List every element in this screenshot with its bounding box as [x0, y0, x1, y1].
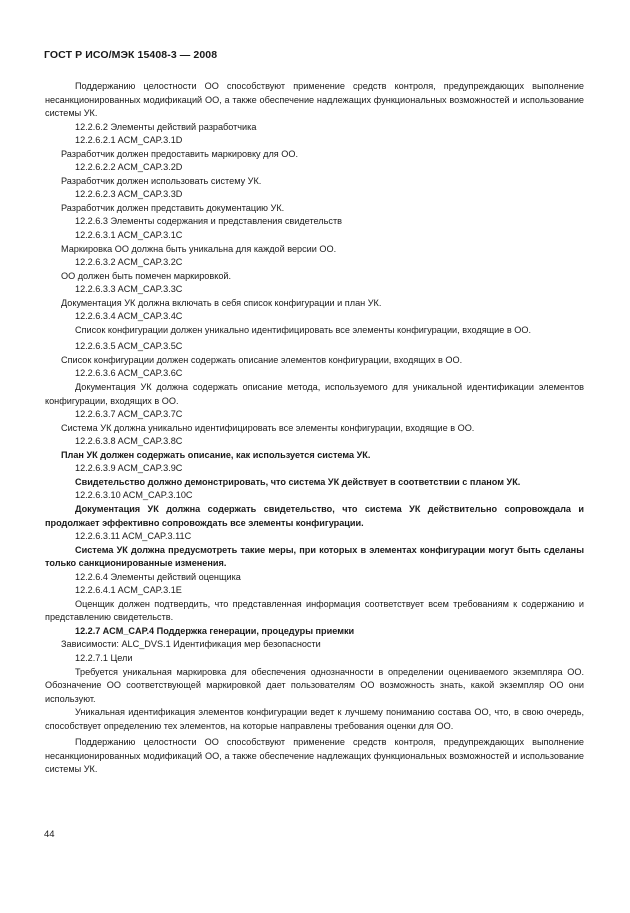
paragraph: 12.2.6.3 Элементы содержания и представления свидетельств: [75, 216, 342, 227]
paragraph: 12.2.6.2.1 ACM_CAP.3.1D: [75, 135, 183, 146]
paragraph: 12.2.6.3.2 ACM_CAP.3.2C: [75, 257, 183, 268]
paragraph: 12.2.7.1 Цели: [75, 652, 133, 663]
paragraph: План УК должен содержать описание, как используется система УК.: [61, 449, 371, 460]
paragraph: Поддержанию целостности ОО способствуют применение средств контроля, предупреждающих выполнение несанкционированных модификаций ОО, а также обеспечение надлежащих функциональных возможностей и использование системы УК.: [45, 737, 584, 775]
paragraph: Разработчик должен представить документацию УК.: [61, 202, 285, 213]
paragraph: 12.2.6.3.11 ACM_CAP.3.11C: [75, 531, 192, 542]
paragraph: 12.2.6.3.6 ACM_CAP.3.6C: [75, 368, 183, 379]
paragraph: Разработчик должен предоставить маркировку для ОО.: [61, 148, 298, 159]
paragraph: Зависимости: ALC_DVS.1 Идентификация мер безопасности: [61, 639, 321, 650]
paragraph: 12.2.6.3.5 ACM_CAP.3.5C: [75, 341, 183, 352]
paragraph: 12.2.6.2.3 ACM_CAP.3.3D: [75, 189, 183, 200]
page-number: 44: [44, 829, 55, 840]
paragraph: Список конфигурации должен содержать описание элементов конфигурации, входящих в ОО.: [61, 354, 463, 365]
paragraph: Свидетельство должно демонстрировать, что система УК действует в соответствии с планом УК.: [75, 476, 521, 487]
paragraph: Документация УК должна содержать описание метода, используемого для уникальной идентификации элементов конфигурации, входящих в ОО.: [45, 382, 584, 406]
paragraph: 12.2.6.3.9 ACM_CAP.3.9C: [75, 463, 183, 474]
paragraph: Требуется уникальная маркировка для обеспечения однозначности в определении оцениваемого экземпляра ОО. Обозначение ОО соответствующей маркировкой дает пользователям ОО возможность знать, какой экземпляр ОО они используют.: [45, 666, 584, 704]
paragraph: Поддержанию целостности ОО способствуют применение средств контроля, предупреждающих выполнение несанкционированных модификаций ОО, а также обеспечение надлежащих функциональных возможностей и использование системы УК.: [45, 81, 584, 119]
paragraph: Список конфигурации должен уникально идентифицировать все элементы конфигурации, входящие в ОО.: [75, 324, 532, 335]
paragraph: 12.2.6.3.8 ACM_CAP.3.8C: [75, 436, 183, 447]
paragraph: 12.2.6.3.4 ACM_CAP.3.4C: [75, 311, 183, 322]
paragraph: 12.2.6.3.10 ACM_CAP.3.10C: [75, 490, 193, 501]
paragraph: ОО должен быть помечен маркировкой.: [61, 270, 232, 281]
page-header-title: ГОСТ Р ИСО/МЭК 15408-3 — 2008: [44, 49, 218, 61]
paragraph: Разработчик должен использовать систему УК.: [61, 175, 262, 186]
paragraph: Документация УК должна включать в себя список конфигурации и план УК.: [61, 297, 382, 308]
paragraph: 12.2.6.2.2 ACM_CAP.3.2D: [75, 162, 183, 173]
paragraph: 12.2.6.4 Элементы действий оценщика: [75, 571, 241, 582]
paragraph: 12.2.6.4.1 ACM_CAP.3.1E: [75, 585, 182, 596]
paragraph: Уникальная идентификация элементов конфигурации ведет к лучшему пониманию состава ОО, что, в свою очередь, способствует определению тех элементов, на которые направлены требования оценки для ОО.: [45, 707, 584, 731]
paragraph: 12.2.6.2 Элементы действий разработчика: [75, 121, 257, 132]
paragraph: Система УК должна уникально идентифицировать все элементы конфигурации, входящие в ОО.: [61, 422, 475, 433]
paragraph: Система УК должна предусмотреть такие меры, при которых в элементах конфигурации могут быть сделаны только санкционированные изменения.: [45, 544, 584, 569]
paragraph: Оценщик должен подтвердить, что представленная информация соответствует всем требованиям к содержанию и представлению свидетельств.: [45, 598, 584, 623]
paragraph: 12.2.6.3.7 ACM_CAP.3.7C: [75, 409, 183, 420]
document-body: [45, 80, 584, 777]
paragraph: 12.2.7 ACM_CAP.4 Поддержка генерации, процедуры приемки: [75, 625, 355, 636]
paragraph: Документация УК должна содержать свидетельство, что система УК действительно сопровождала и продолжает эффективно сопровождать все элементы конфигурации.: [45, 503, 584, 528]
paragraph: 12.2.6.3.1 ACM_CAP.3.1C: [75, 230, 183, 241]
paragraph: 12.2.6.3.3 ACM_CAP.3.3C: [75, 284, 183, 295]
paragraph: Маркировка ОО должна быть уникальна для каждой версии ОО.: [61, 243, 337, 254]
